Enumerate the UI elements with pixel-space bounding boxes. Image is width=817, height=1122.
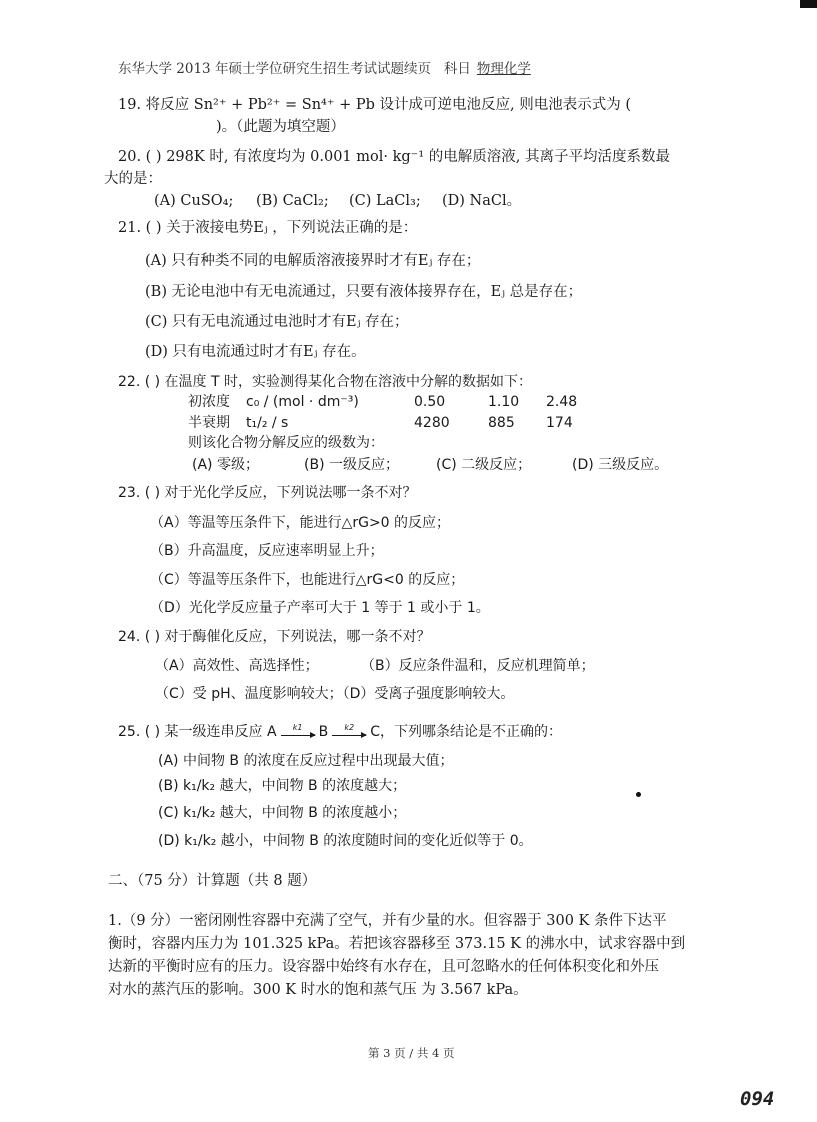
rate-constant-label: k1: [292, 723, 303, 732]
cell: 2.48: [546, 394, 578, 410]
page-number: 第 3 页 / 共 4 页: [368, 1046, 455, 1060]
scan-dot: [636, 792, 641, 797]
data-row-initial-concentration: [188, 393, 577, 411]
row-unit: t₁/₂ / s: [246, 415, 289, 431]
reaction-arrow-k1: [279, 723, 317, 741]
page-stamp: 094: [740, 1088, 775, 1110]
option: （B）升高温度，反应速率明显上升；: [150, 543, 384, 559]
question-22-prompt: 则该化合物分解反应的级数为：: [188, 435, 384, 451]
option: (D) k₁/k₂ 越小，中间物 B 的浓度随时间的变化近似等于 0。: [158, 833, 533, 849]
row-unit: c₀ / (mol · dm⁻³): [246, 394, 359, 410]
subject-value: 物理化学: [476, 61, 531, 77]
option: (A) 零级；: [192, 457, 259, 473]
row-label: 半衰期: [188, 415, 230, 431]
option: (B) CaCl₂;: [256, 193, 329, 209]
option: （A）高效性、高选择性；: [155, 658, 319, 674]
cell: 174: [546, 415, 573, 431]
question-20-cont: 大的是：: [104, 171, 162, 187]
option: (D) 三级反应。: [572, 457, 669, 473]
rate-constant-label: k2: [344, 723, 355, 732]
section-2-title: 二、（75 分）计算题（共 8 题）: [108, 873, 317, 889]
option: （D）光化学反应量子产率可大于 1 等于 1 或小于 1。: [150, 600, 490, 616]
calc-1-line: 对水的蒸汽压的影响。300 K 时水的饱和蒸气压 为 3.567 kPa。: [108, 982, 528, 998]
option: (D) 只有电流通过时才有Eⱼ 存在。: [145, 344, 366, 360]
calc-1-line: 衡时，容器内压力为 101.325 kPa。若把该容器移至 373.15 K 的沸水中，试求容器中到: [108, 936, 686, 952]
question-25-suffix: C，下列哪条结论是不正确的：: [370, 724, 562, 740]
header-title: 东华大学 2013 年硕士学位研究生招生考试试题续页: [118, 61, 431, 77]
arrow-shaft: [281, 735, 315, 736]
question-20-options: [154, 192, 521, 210]
question-19: 19. 将反应 Sn²⁺ + Pb²⁺ = Sn⁴⁺ + Pb 设计成可逆电池反应, 则电池表示式为 (: [118, 97, 631, 113]
option: （B）反应条件温和，反应机理简单；: [361, 658, 595, 674]
question-22: 22. ( ) 在温度 T 时，实验测得某化合物在溶液中分解的数据如下：: [118, 374, 532, 390]
subject-label: 科日: [443, 61, 471, 77]
option: (A) CuSO₄;: [154, 193, 234, 209]
option: (B) k₁/k₂ 越大，中间物 B 的浓度越大；: [158, 778, 407, 794]
option: （D）受离子强度影响较大。: [342, 686, 515, 702]
cell: 885: [488, 415, 515, 431]
option: (C) LaCl₃;: [349, 193, 421, 209]
question-20: 20. ( ) 298K 时, 有浓度均为 0.001 mol· kg⁻¹ 的电解质溶液, 其离子平均活度系数最: [118, 149, 670, 165]
reaction-arrow-k2: [330, 723, 368, 741]
option: (C) k₁/k₂ 越大，中间物 B 的浓度越小；: [158, 805, 407, 821]
question-25: [118, 723, 562, 741]
question-19-cont: )。（此题为填空题）: [216, 119, 345, 135]
arrow-shaft: [332, 735, 366, 736]
option: (A) 只有种类不同的电解质溶液接界时才有Eⱼ 存在；: [145, 253, 481, 269]
option: （C）受 pH、温度影响较大；: [155, 686, 343, 702]
cell: 4280: [414, 415, 450, 431]
option: (A) 中间物 B 的浓度在反应过程中出现最大值；: [158, 753, 454, 769]
question-25-prefix: 25. ( ) 某一级连串反应 A: [118, 724, 277, 740]
scan-edge-mark: [800, 0, 817, 8]
row-label: 初浓度: [188, 394, 230, 410]
option: (B) 无论电池中有无电流通过，只要有液体接界存在，Eⱼ 总是存在；: [145, 284, 583, 300]
question-22-options: [192, 456, 668, 474]
question-24-options-row1: [155, 657, 595, 675]
data-row-half-life: [188, 414, 573, 432]
option: (C) 二级反应；: [436, 457, 532, 473]
page-header: [118, 60, 549, 78]
intermediate: B: [318, 724, 329, 740]
question-23: 23. ( ) 对于光化学反应，下列说法哪一条不对？: [118, 485, 417, 501]
option: (B) 一级反应；: [304, 457, 399, 473]
calc-1-line: 1.（9 分）一密闭刚性容器中充满了空气，并有少量的水。但容器于 300 K 条件下达平: [108, 913, 667, 929]
question-24: 24. ( ) 对于酶催化反应，下列说法，哪一条不对？: [118, 629, 431, 645]
option: （C）等温等压条件下，也能进行△rG<0 的反应；: [150, 572, 465, 588]
option: （A）等温等压条件下，能进行△rG>0 的反应；: [150, 515, 451, 531]
calc-1-line: 达新的平衡时应有的压力。设容器中始终有水存在，且可忽略水的任何体积变化和外压: [108, 959, 659, 975]
question-21: 21. ( ) 关于液接电势Eⱼ ，下列说法正确的是：: [118, 220, 418, 236]
cell: 0.50: [414, 394, 446, 410]
option: (C) 只有无电流通过电池时才有Eⱼ 存在；: [145, 314, 409, 330]
option: (D) NaCl。: [442, 193, 522, 209]
cell: 1.10: [488, 394, 520, 410]
question-24-options-row2: [155, 685, 514, 703]
